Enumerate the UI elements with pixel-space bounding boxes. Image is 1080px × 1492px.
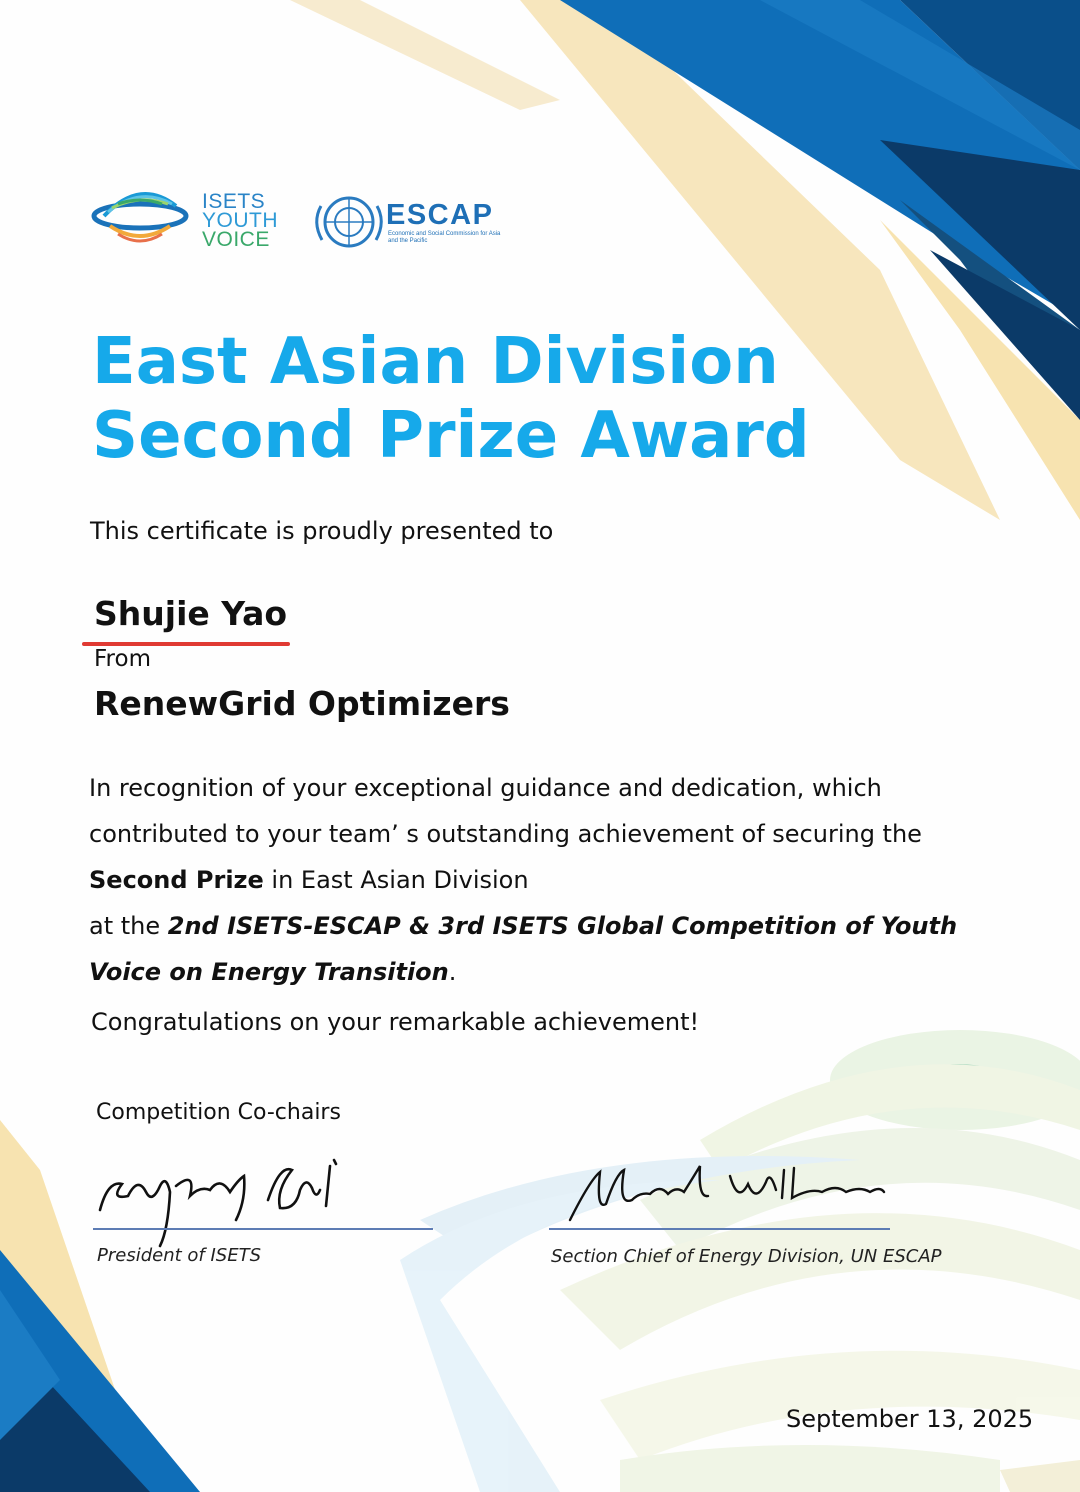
period: . [448,958,457,986]
signatory-role: Section Chief of Energy Division, UN ESCAP [551,1246,942,1267]
title-line: Second Prize Award [92,399,810,473]
congratulations-text: Congratulations on your remarkable achievement! [91,1008,700,1036]
competition-name-cont: Voice on Energy Transition [89,958,449,986]
logo-line: YOUTH [202,209,278,232]
title-line: East Asian Division [92,325,779,399]
issue-date: September 13, 2025 [786,1405,1034,1433]
recipient-name: Shujie Yao [94,594,288,633]
at-the-text: at the [89,912,168,940]
signature-line [93,1228,433,1230]
body-line: In recognition of your exceptional guidance and dedication, which [89,774,882,802]
prize-name: Second Prize [89,866,264,894]
logo-line: ISETS [202,190,266,213]
team-name: RenewGrid Optimizers [94,684,510,723]
signatory-role: President of ISETS [97,1245,261,1266]
competition-name: 2nd ISETS-ESCAP & 3rd ISETS Global Competition of Youth [167,912,958,940]
presented-text: This certificate is proudly presented to [90,517,554,545]
logo-line: VOICE [202,228,270,251]
signatories-label: Competition Co-chairs [96,1100,341,1125]
escap-logo-name: ESCAP [386,199,494,231]
division-text: in East Asian Division [263,866,529,894]
from-label: From [94,646,151,672]
body-line: contributed to your team’ s outstanding achievement of securing the [89,820,922,848]
signature-line [549,1228,890,1230]
escap-logo-subtitle: Economic and Social Commission for Asia and the Pacific [388,231,501,244]
